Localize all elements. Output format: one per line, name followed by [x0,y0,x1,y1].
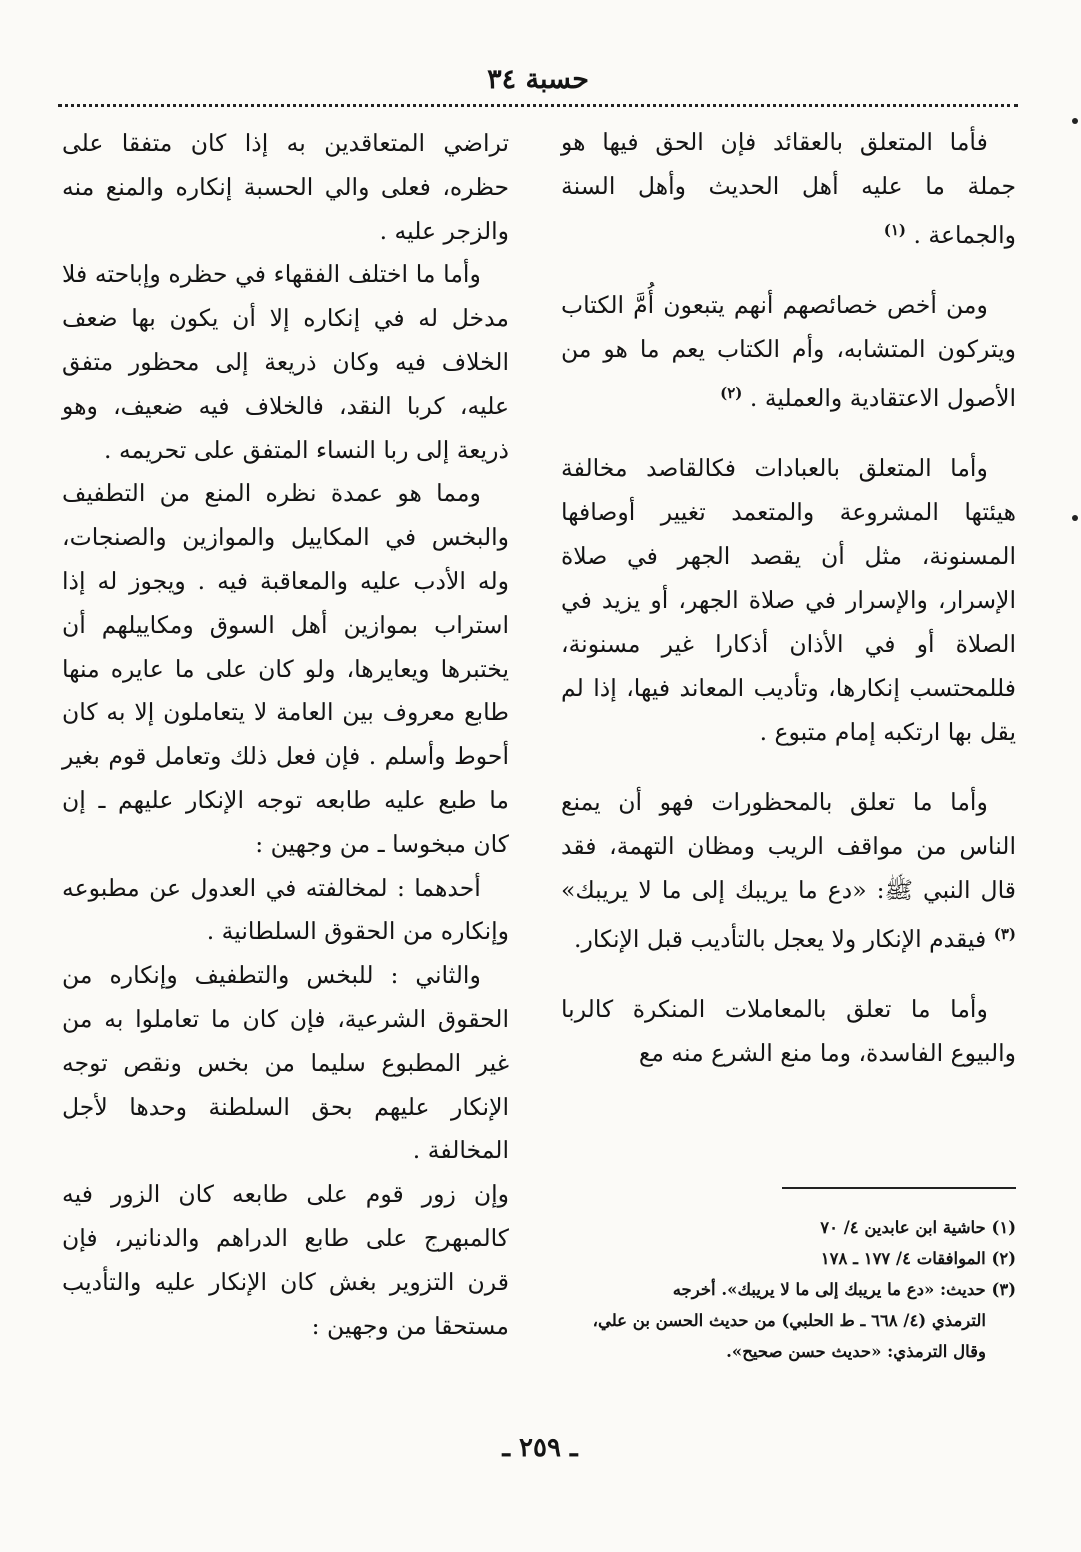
paragraph-weights-measures: ومما هو عمدة نظره المنع من التطفيف والبخس في المكاييل والموازين والصنجات، وله الأدب عليه والمعاقبة فيه . ويجوز له إذا استراب بموازين أهل السوق ومكاييلهم أن يختبرها ويعايرها، ولو كان على ما عايره منها طابع معروف بين العامة لا يتعاملون إلا به كان أحوط وأسلم . فإن فعل ذلك وتعامل قوم بغير ما طبع عليه طابعه توجه الإنكار عليهم ـ إن كان مبخوسا ـ من وجهين : [62,479,509,858]
page-number: ـ ٢٥٩ ـ [502,1433,578,1463]
footnote-1: (١) حاشية ابن عابدين ٤/ ٧٠ [820,1218,1016,1237]
paragraph-second-aspect: والثاني : للبخس والتطفيف وإنكاره من الحقوق الشرعية، فإن كان ما تعاملوا به من غير المطبوع سليما من بخس ونقص توجه الإنكار عليهم بحق السلطنة وحدها لأجل المخالفة . [62,961,509,1165]
footnotes [561,1212,1016,1367]
header-dotted-rule [58,104,1018,107]
paragraph-disputed: وأما ما اختلف الفقهاء في حظره وإباحته فلا مدخل له في إنكاره إلا أن يكون بها ضعف الخلاف فيه وكان ذريعة إلى محظور متفق عليه، كربا النقد، فالخلاف فيه ضعيف، وهو ذريعة إلى ربا النساء المتفق على تحريمه . [62,260,509,464]
paragraph-first-aspect: أحدهما : لمخالفته في العدول عن مطبوعه وإنكاره من الحقوق السلطانية . [62,873,509,946]
right-text-column [561,120,1016,1075]
scan-mark [1072,118,1078,124]
paragraph-text: فيقدم الإنكار ولا يعجل بالتأديب قبل الإنكار. [574,925,987,953]
paragraph-prohibitions [561,780,1016,961]
footnote-ref: (٣) [993,925,1016,943]
footnote-ref: (١) [883,221,906,239]
paragraph-continuation: تراضي المتعاقدين به إذا كان متفقا على حظره، فعلى والي الحسبة إنكاره والمنع منه والزجر عليه . [62,129,509,245]
paragraph-transactions: وأما ما تعلق بالمعاملات المنكرة كالربا والبيوع الفاسدة، وما منع الشرع منه مع [561,995,1016,1067]
footnote-3: (٣) حديث: «دع ما يريبك إلى ما لا يريبك». أخرجه [672,1280,1016,1299]
footnote-2: (٢) الموافقات ٤/ ١٧٧ ـ ١٧٨ [820,1249,1016,1268]
footnote-rule [782,1187,1016,1189]
paragraph-worship: وأما المتعلق بالعبادات فكالقاصد مخالفة هيئتها المشروعة والمتعمد تغيير أوصافها المسنونة، مثل أن يقصد الجهر في صلاة الإسرار، والإسرار في صلاة الجهر، أو يزيد في الصلاة أو في الأذان أذكارا غير مسنونة، فللمحتسب إنكارها، وتأديب المعاند فيها، إذا لم يقل بها ارتكبه إمام متبوع . [561,454,1016,746]
paragraph-text: وأما ما تعلق بالمحظورات فهو أن يمنع الناس من مواقف الريب ومظان التهمة، فقد قال النبي ﷺ: «دع ما يريبك إلى ما لا يريبك» [561,788,1016,904]
paragraph-traits [561,283,1016,420]
page-title: حسبة ٣٤ [487,64,589,95]
scan-mark [1072,515,1078,521]
paragraph-text: ومن أخص خصائصهم أنهم يتبعون أُمَّ الكتاب ويتركون المتشابه، وأم الكتاب يعم ما هو من الأصول الاعتقادية والعملية . [561,291,1016,412]
paragraph-beliefs [561,120,1016,257]
footnote-3-continuation: الترمذي (٤/ ٦٦٨ ـ ط الحلبي) من حديث الحسن بن علي، وقال الترمذي: «حديث حسن صحيح». [592,1311,986,1361]
left-text-column [62,122,509,1348]
paragraph-forgery: وإن زور قوم على طابعه كان الزور فيه كالمبهرج على طابع الدراهم والدنانير، فإن قرن التزوير بغش كان الإنكار عليه والتأديب مستحقا من وجهين : [62,1180,509,1340]
paragraph-text: فأما المتعلق بالعقائد فإن الحق فيها هو جملة ما عليه أهل الحديث وأهل السنة والجماعة . [561,128,1016,249]
footnote-ref: (٢) [720,384,743,402]
